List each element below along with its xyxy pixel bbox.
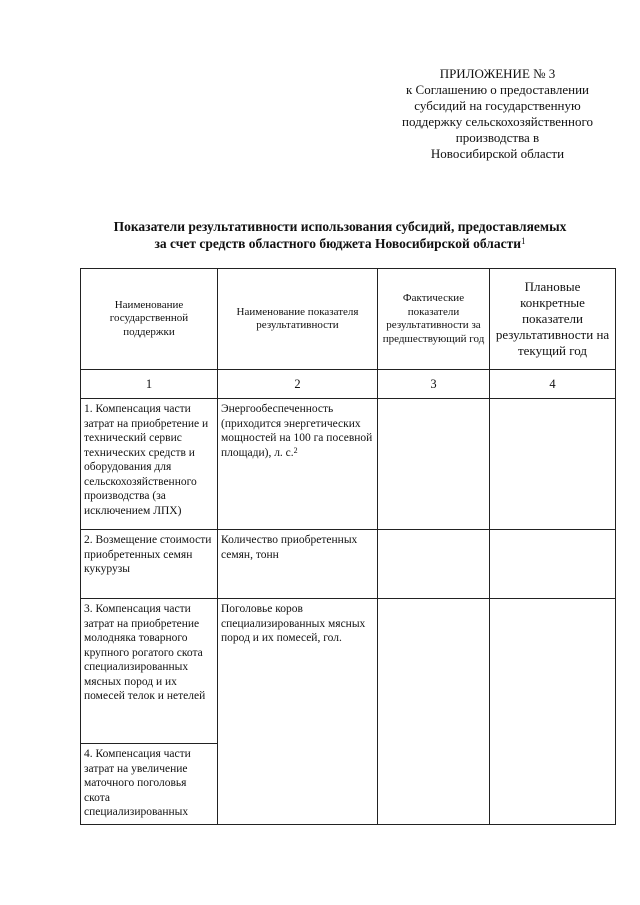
appendix-line: производства в (455, 130, 540, 145)
header-actual: Фактические показатели результативности за предшествующий год (378, 269, 490, 370)
planned-value-cell[interactable] (490, 399, 616, 530)
indicator-footnote-marker: 2 (293, 445, 298, 455)
title-line-2 (60, 235, 620, 252)
support-cell: 2. Возмещение стоимости приобретенных семян кукурузы (81, 530, 218, 599)
support-cell: 1. Компенсация части затрат на приобретение и технический сервис технических средств и оборудования для сельскохозяйственного производства (за исключением ЛПХ) (81, 399, 218, 530)
appendix-line: субсидий на государственную (414, 98, 581, 113)
indicator-cell: Поголовье коров специализированных мясных пород и их помесей, гол. (218, 599, 378, 825)
table-row (81, 530, 616, 599)
planned-value-cell[interactable] (490, 599, 616, 825)
appendix-line: Новосибирской области (430, 146, 565, 161)
column-number: 2 (218, 370, 378, 399)
actual-value-cell[interactable] (378, 599, 490, 825)
support-cell (81, 744, 218, 825)
title-line-1: Показатели результативности использования субсидий, предоставляемых (113, 219, 567, 234)
indicator-cell (218, 399, 378, 530)
column-numbers-row (81, 370, 616, 399)
actual-value-cell[interactable] (378, 399, 490, 530)
table-row (81, 599, 616, 744)
column-number: 4 (490, 370, 616, 399)
document-title (60, 218, 620, 252)
indicator-cell: Количество приобретенных семян, тонн (218, 530, 378, 599)
support-text: 4. Компенсация части затрат на увеличение маточного поголовья скота специализированных (84, 748, 191, 818)
title-footnote-marker: 1 (521, 236, 526, 246)
indicator-text: Энергообеспеченность (приходится энергетических мощностей на 100 га посевной площади), л. с. (221, 403, 373, 459)
header-support-name: Наименование государственной поддержки (81, 269, 218, 370)
header-row (81, 269, 616, 370)
planned-value-cell[interactable] (490, 530, 616, 599)
title-line-2-text: за счет средств областного бюджета Новосибирской области (154, 236, 522, 251)
appendix-number: ПРИЛОЖЕНИЕ № 3 (439, 66, 556, 81)
appendix-line: к Соглашению о предоставлении (405, 82, 590, 97)
header-indicator-name: Наименование показателя результативности (218, 269, 378, 370)
column-number: 3 (378, 370, 490, 399)
appendix-header (380, 66, 615, 162)
support-cell: 3. Компенсация части затрат на приобретение молодняка товарного крупного рогатого скота специализированных мясных пород и их помесей телок и нетелей (81, 599, 218, 744)
indicators-table (80, 268, 616, 825)
table-row (81, 399, 616, 530)
column-number: 1 (81, 370, 218, 399)
actual-value-cell[interactable] (378, 530, 490, 599)
appendix-line: поддержку сельскохозяйственного (402, 114, 593, 129)
header-planned: Плановые конкретные показатели результативности на текущий год (490, 269, 616, 370)
